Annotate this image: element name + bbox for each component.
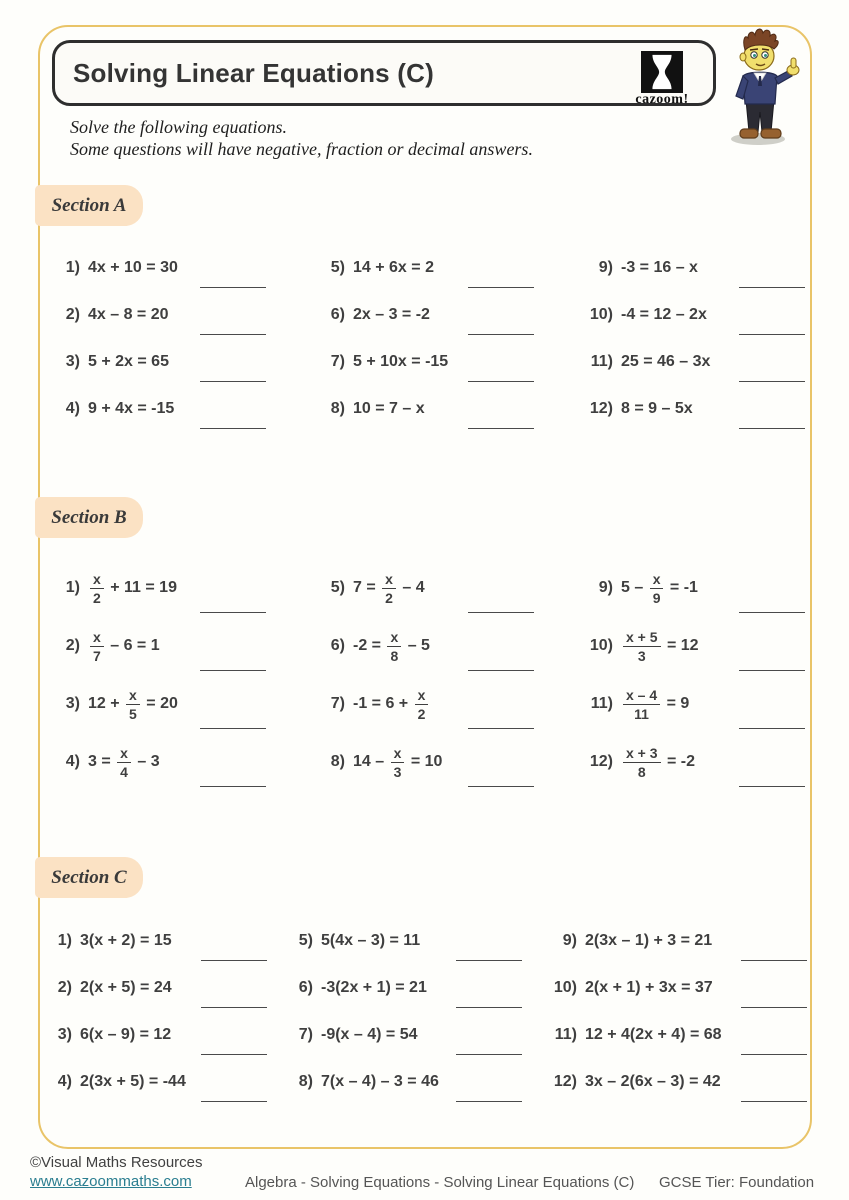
question — [583, 679, 805, 729]
equation: 14 + 6x = 2 — [353, 259, 434, 276]
question — [42, 921, 267, 961]
answer-line[interactable] — [741, 960, 807, 961]
question-number: 12) — [589, 400, 613, 417]
page-title: Solving Linear Equations (C) — [73, 58, 434, 88]
footer-website-link[interactable]: www.cazoommaths.com — [30, 1173, 192, 1190]
section-a-questions — [50, 248, 805, 436]
answer-line[interactable] — [741, 1054, 807, 1055]
question-number: 11) — [590, 353, 613, 370]
section-c-label: Section C — [51, 866, 127, 888]
fraction: $\frac{x + 3}{8}$ — [623, 746, 661, 779]
question — [283, 921, 522, 961]
answer-line[interactable] — [201, 960, 267, 961]
equation: $\frac{x + 5}{3}$ = 12 — [621, 630, 699, 663]
question — [315, 248, 534, 288]
question-number: 9) — [562, 932, 577, 949]
equation: 7(x – 4) – 3 = 46 — [321, 1073, 439, 1090]
question — [547, 1015, 807, 1055]
question-number: 3) — [65, 353, 80, 370]
equation: 2(x + 5) = 24 — [80, 979, 172, 996]
question — [50, 248, 266, 288]
answer-line[interactable] — [739, 381, 805, 382]
question-number: 11) — [554, 1026, 577, 1043]
equation: 3x – 2(6x – 3) = 42 — [585, 1073, 721, 1090]
answer-line[interactable] — [201, 1101, 267, 1102]
answer-line[interactable] — [468, 612, 534, 613]
equation: 6(x – 9) = 12 — [80, 1026, 172, 1043]
equation: 10 = 7 – x — [353, 400, 425, 417]
question — [42, 968, 267, 1008]
equation: 4x – 8 = 20 — [88, 306, 169, 323]
question — [315, 737, 534, 787]
fraction: $\frac{x}{2}$ — [90, 572, 104, 605]
answer-line[interactable] — [200, 287, 266, 288]
answer-line[interactable] — [200, 670, 266, 671]
question — [583, 295, 805, 335]
question-number: 9) — [598, 579, 613, 596]
answer-line[interactable] — [739, 428, 805, 429]
answer-line[interactable] — [739, 670, 805, 671]
question — [315, 621, 534, 671]
question — [583, 248, 805, 288]
fraction: $\frac{x}{3}$ — [391, 746, 405, 779]
answer-line[interactable] — [200, 381, 266, 382]
equation: 3(x + 2) = 15 — [80, 932, 172, 949]
answer-line[interactable] — [739, 786, 805, 787]
section-c-tab — [35, 857, 143, 898]
question — [547, 968, 807, 1008]
question — [50, 563, 266, 613]
question — [315, 342, 534, 382]
answer-line[interactable] — [200, 786, 266, 787]
question — [50, 737, 266, 787]
equation: 5 + 10x = -15 — [353, 353, 449, 370]
answer-line[interactable] — [456, 960, 522, 961]
question-number: 12) — [589, 753, 613, 770]
equation: $\frac{x}{2}$ + 11 = 19 — [88, 572, 177, 605]
answer-line[interactable] — [739, 287, 805, 288]
question-number: 5) — [330, 579, 345, 596]
fraction: $\frac{x}{5}$ — [126, 688, 140, 721]
footer-copyright: ©Visual Maths Resources — [30, 1154, 203, 1171]
equation: 5 – $\frac{x}{9}$ = -1 — [621, 570, 698, 606]
question — [283, 1062, 522, 1102]
title-box — [52, 40, 716, 106]
fraction: $\frac{x}{9}$ — [650, 572, 664, 605]
question-number: 7) — [330, 695, 345, 712]
instructions-line-1: Solve the following equations. — [70, 117, 287, 137]
answer-line[interactable] — [739, 612, 805, 613]
answer-line[interactable] — [739, 334, 805, 335]
question-number: 7) — [330, 353, 345, 370]
answer-line[interactable] — [200, 612, 266, 613]
cazoom-logo — [627, 51, 697, 107]
equation: $\frac{x - 4}{11}$ = 9 — [621, 688, 689, 721]
question-number: 4) — [65, 400, 80, 417]
answer-line[interactable] — [468, 334, 534, 335]
question — [315, 295, 534, 335]
equation: 5(4x – 3) = 11 — [321, 932, 421, 949]
question — [547, 921, 807, 961]
footer-breadcrumb: Algebra - Solving Equations - Solving Linear Equations (C) — [245, 1174, 635, 1191]
question-number: 10) — [553, 979, 577, 996]
answer-line[interactable] — [456, 1101, 522, 1102]
question-number: 1) — [65, 579, 80, 596]
fraction: $\frac{x}{8}$ — [387, 630, 401, 663]
question — [50, 342, 266, 382]
answer-line[interactable] — [201, 1054, 267, 1055]
fraction: $\frac{x - 4}{11}$ — [623, 688, 660, 721]
question-number: 6) — [330, 637, 345, 654]
equation: 4x + 10 = 30 — [88, 259, 178, 276]
cazoom-logo-text: cazoom! — [635, 92, 689, 107]
question-number: 10) — [589, 637, 613, 654]
question-number: 5) — [330, 259, 345, 276]
instructions-line-2: Some questions will have negative, fraction or decimal answers. — [70, 139, 533, 159]
footer-tier-label: GCSE Tier: Foundation — [659, 1174, 815, 1191]
equation: -3 = 16 – x — [621, 259, 698, 276]
answer-line[interactable] — [200, 428, 266, 429]
question — [315, 563, 534, 613]
question-number: 1) — [65, 259, 80, 276]
question — [50, 389, 266, 429]
answer-line[interactable] — [739, 728, 805, 729]
question-number: 4) — [57, 1073, 72, 1090]
section-b-questions — [50, 563, 805, 795]
answer-line[interactable] — [200, 728, 266, 729]
answer-line[interactable] — [468, 428, 534, 429]
question-number: 8) — [330, 753, 345, 770]
equation: 7 = $\frac{x}{2}$ – 4 — [353, 570, 425, 606]
question-number: 6) — [298, 979, 313, 996]
equation: 2(x + 1) + 3x = 37 — [585, 979, 713, 996]
equation: 3 = $\frac{x}{4}$ – 3 — [88, 744, 160, 780]
question-number: 2) — [65, 306, 80, 323]
cazoom-logo-icon — [641, 51, 683, 93]
answer-line[interactable] — [468, 381, 534, 382]
question — [583, 621, 805, 671]
question-number: 1) — [57, 932, 72, 949]
question-number: 2) — [65, 637, 80, 654]
question-number: 9) — [598, 259, 613, 276]
question-number: 10) — [589, 306, 613, 323]
section-a-label: Section A — [51, 194, 127, 216]
section-a-tab — [35, 185, 143, 226]
question-number: 11) — [590, 695, 613, 712]
question — [583, 563, 805, 613]
question — [583, 342, 805, 382]
answer-line[interactable] — [468, 670, 534, 671]
question-number: 6) — [330, 306, 345, 323]
question-number: 3) — [57, 1026, 72, 1043]
equation: -3(2x + 1) = 21 — [321, 979, 427, 996]
equation: -1 = 6 + $\frac{x}{2}$ — [353, 688, 430, 721]
question — [50, 679, 266, 729]
equation: -2 = $\frac{x}{8}$ – 5 — [353, 628, 430, 664]
equation: 14 – $\frac{x}{3}$ = 10 — [353, 744, 443, 780]
question — [283, 968, 522, 1008]
question — [42, 1015, 267, 1055]
equation: 8 = 9 – 5x — [621, 400, 693, 417]
question — [583, 389, 805, 429]
answer-line[interactable] — [741, 1101, 807, 1102]
answer-line[interactable] — [741, 1007, 807, 1008]
equation: -4 = 12 – 2x — [621, 306, 707, 323]
equation: 12 + $\frac{x}{5}$ = 20 — [88, 686, 178, 722]
question-number: 3) — [65, 695, 80, 712]
question — [50, 621, 266, 671]
mascot-boy-icon — [712, 26, 808, 151]
answer-line[interactable] — [468, 287, 534, 288]
question-number: 8) — [330, 400, 345, 417]
question — [42, 1062, 267, 1102]
equation: 2x – 3 = -2 — [353, 306, 430, 323]
section-c-questions — [42, 921, 807, 1109]
fraction: $\frac{x}{2}$ — [415, 688, 429, 721]
question-number: 5) — [298, 932, 313, 949]
answer-line[interactable] — [201, 1007, 267, 1008]
fraction: $\frac{x}{4}$ — [117, 746, 131, 779]
equation: 9 + 4x = -15 — [88, 400, 175, 417]
equation: $\frac{x + 3}{8}$ = -2 — [621, 746, 695, 779]
fraction: $\frac{x}{2}$ — [382, 572, 396, 605]
answer-line[interactable] — [456, 1054, 522, 1055]
equation: 2(3x – 1) + 3 = 21 — [585, 932, 713, 949]
equation: -9(x – 4) = 54 — [321, 1026, 418, 1043]
fraction: $\frac{x + 5}{3}$ — [623, 630, 661, 663]
instructions — [70, 116, 533, 160]
question — [50, 295, 266, 335]
question-number: 7) — [298, 1026, 313, 1043]
equation: 12 + 4(2x + 4) = 68 — [585, 1026, 722, 1043]
question — [315, 389, 534, 429]
section-b-label: Section B — [51, 506, 127, 528]
question-number: 8) — [298, 1073, 313, 1090]
equation: 5 + 2x = 65 — [88, 353, 169, 370]
section-b-tab — [35, 497, 143, 538]
equation: 25 = 46 – 3x — [621, 353, 711, 370]
equation: 2(3x + 5) = -44 — [80, 1073, 186, 1090]
question — [547, 1062, 807, 1102]
question-number: 4) — [65, 753, 80, 770]
answer-line[interactable] — [200, 334, 266, 335]
question — [315, 679, 534, 729]
equation: $\frac{x}{7}$ – 6 = 1 — [88, 630, 160, 663]
question-number: 2) — [57, 979, 72, 996]
question — [283, 1015, 522, 1055]
answer-line[interactable] — [456, 1007, 522, 1008]
fraction: $\frac{x}{7}$ — [90, 630, 104, 663]
question — [583, 737, 805, 787]
question-number: 12) — [553, 1073, 577, 1090]
answer-line[interactable] — [468, 786, 534, 787]
answer-line[interactable] — [468, 728, 534, 729]
